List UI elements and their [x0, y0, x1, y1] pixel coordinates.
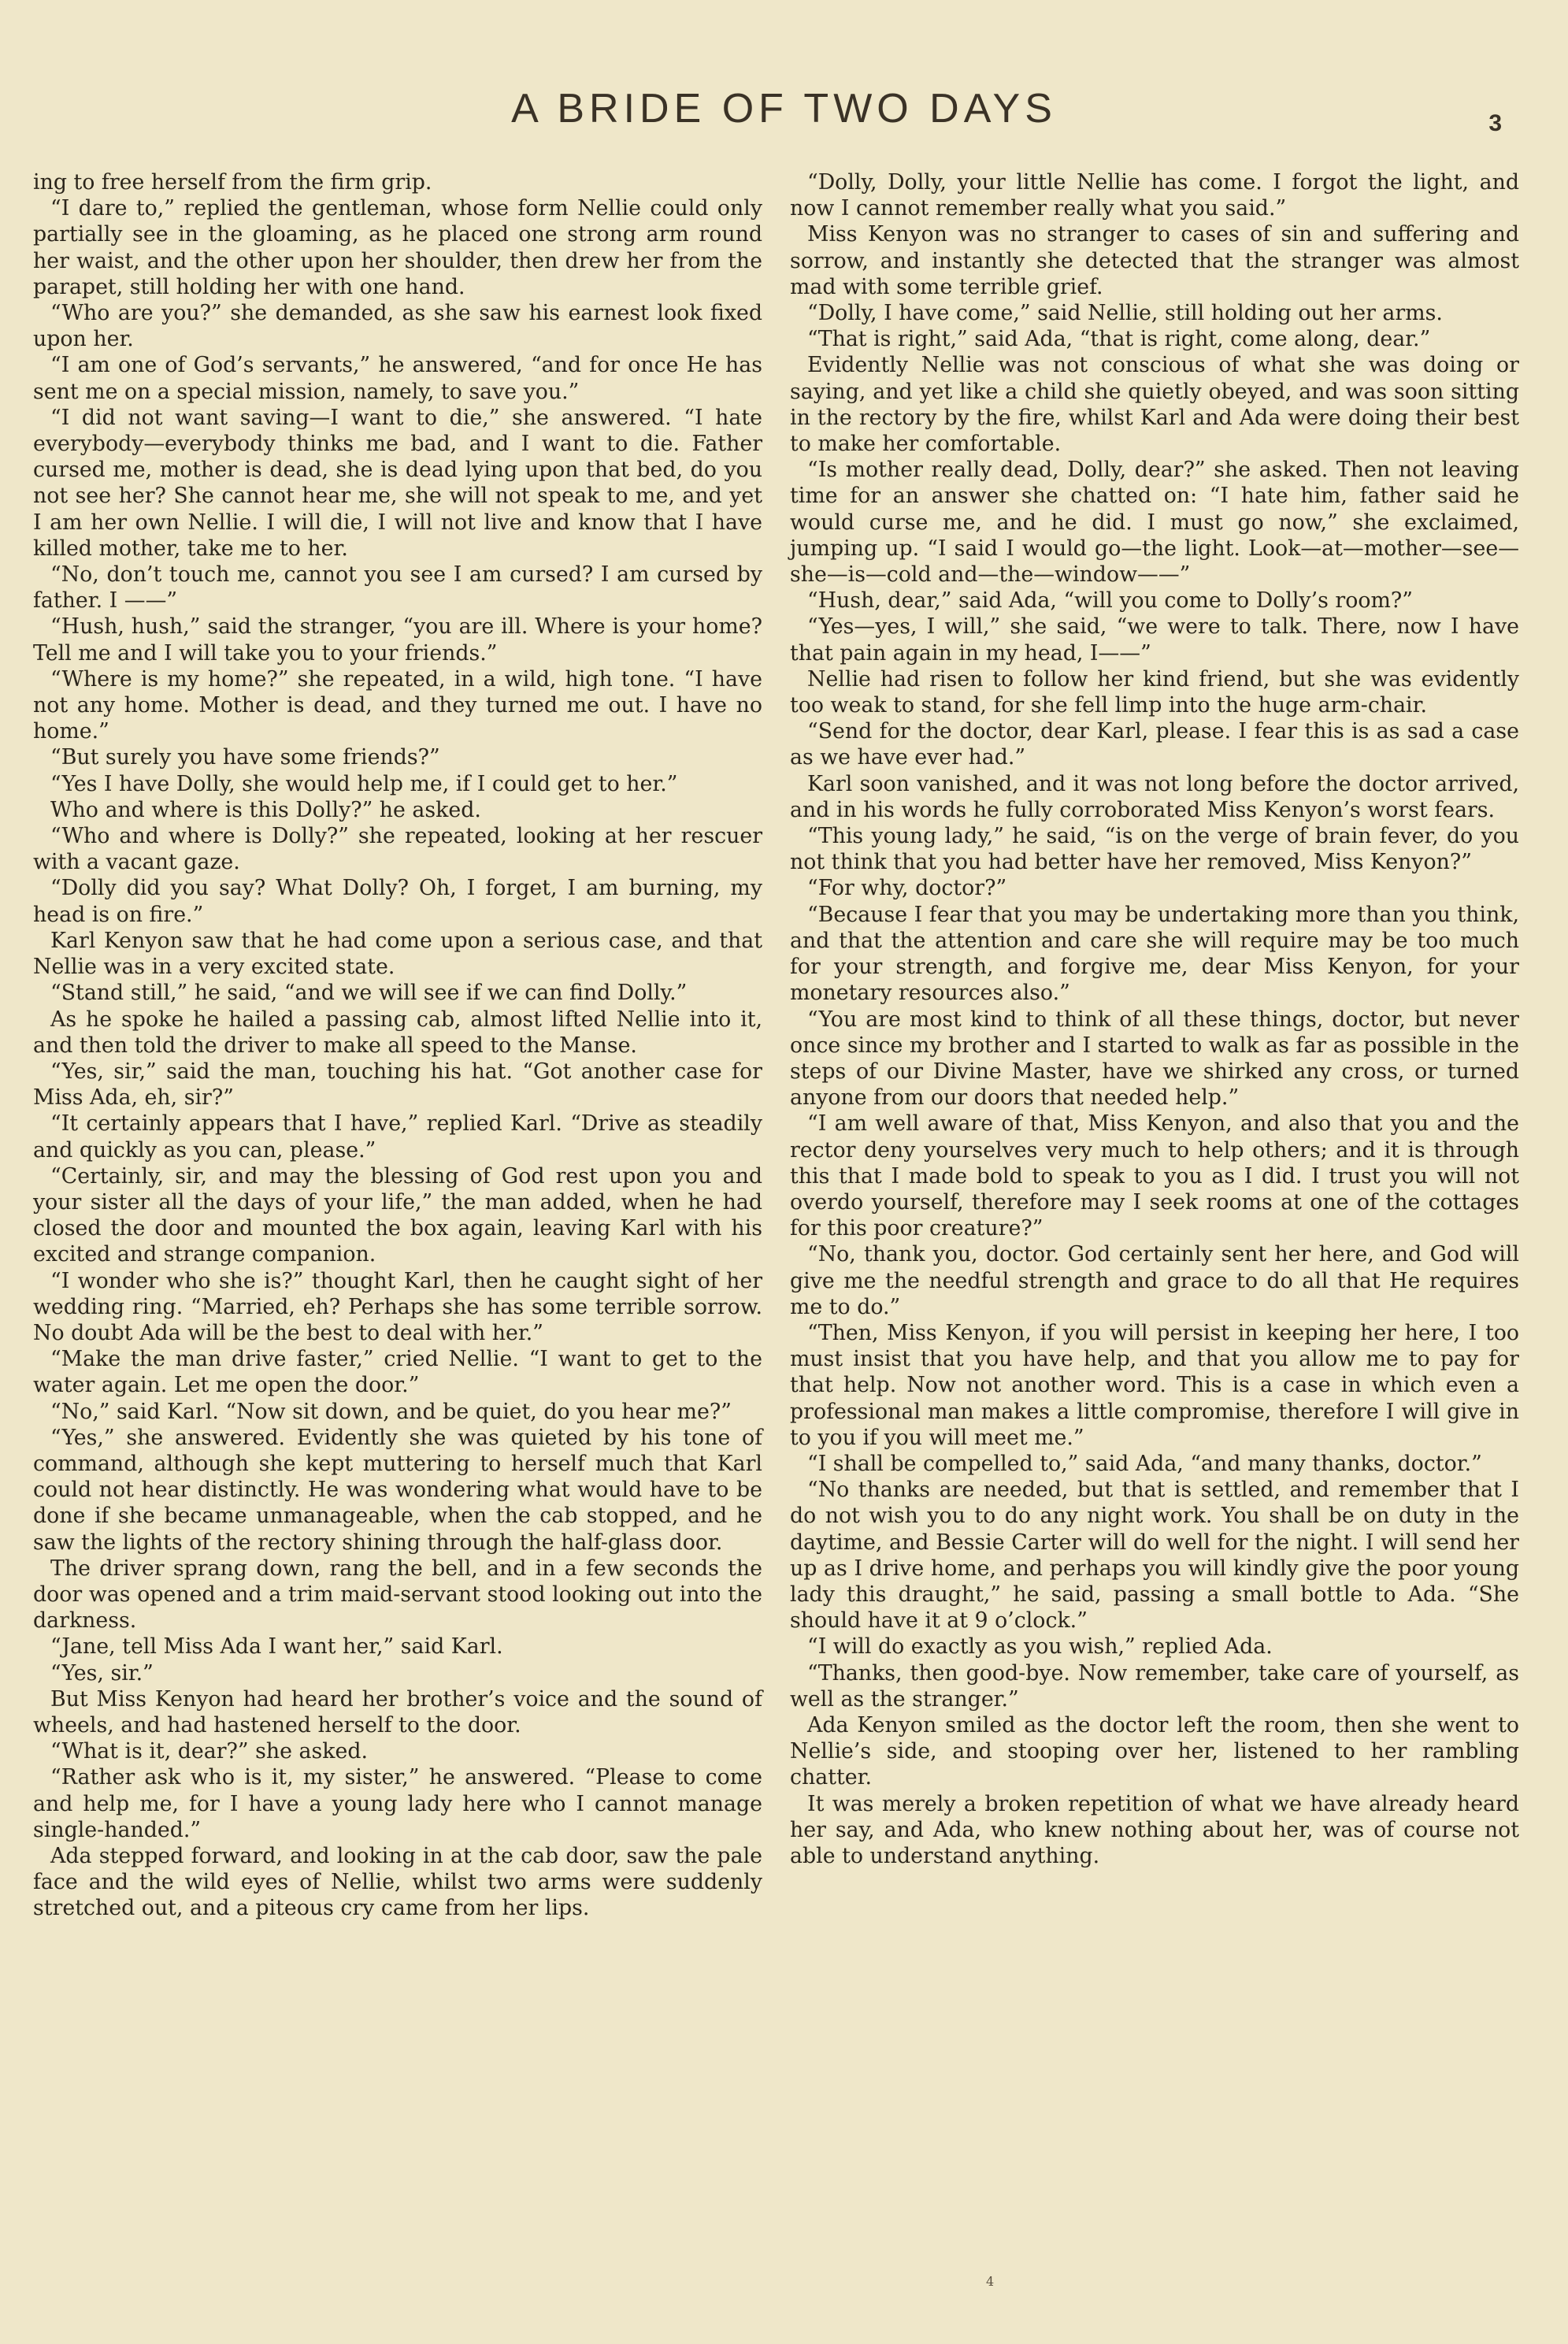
- paragraph: “It certainly appears that I have,” replied Karl. “Drive as steadily and quickly as you can, please.”: [33, 1111, 762, 1163]
- paragraph: “What is it, dear?” she asked.: [50, 1739, 368, 1764]
- paragraph: It was merely a broken repetition of what we have already heard her say, and Ada, who knew nothing about her, was of course not able to understand anything.: [790, 1791, 1519, 1868]
- paragraph: “I will do exactly as you wish,” replied Ada.: [807, 1634, 1273, 1660]
- paragraph: “I am one of God’s servants,” he answered, “and for once He has sent me on a special mission, namely, to save you.”: [33, 353, 762, 404]
- paragraph: Who and where is this Dolly?” he asked.: [50, 797, 481, 822]
- paragraph: But Miss Kenyon had heard her brother’s voice and the sound of wheels, and had hastened herself to the door.: [33, 1686, 762, 1738]
- paragraph: “Thanks, then good-bye. Now remember, take care of yourself, as well as the stranger.”: [790, 1660, 1519, 1712]
- paragraph: “Yes, sir,” said the man, touching his hat. “Got another case for Miss Ada, eh, sir?”: [33, 1059, 762, 1111]
- paragraph: “Yes—yes, I will,” she said, “we were to talk. There, now I have that pain again in my head, I——”: [790, 614, 1519, 666]
- paragraph: “I shall be compelled to,” said Ada, “and many thanks, doctor.”: [807, 1451, 1482, 1476]
- page-number: 3: [1488, 110, 1502, 136]
- paragraph: “Yes I have Dolly, she would help me, if I could get to her.”: [50, 771, 678, 796]
- paragraph: “Dolly, I have come,” said Nellie, still holding out her arms.: [807, 301, 1443, 326]
- paragraph: Evidently Nellie was not conscious of what she was doing or saying, and yet like a child she quietly obeyed, and was soon sitting in the rectory by the fire, whilst Karl and Ada were doing their best to make her comfortable.: [790, 353, 1519, 457]
- paragraph: Karl Kenyon saw that he had come upon a serious case, and that Nellie was in a very excited state.: [33, 928, 762, 980]
- paragraph: “Is mother really dead, Dolly, dear?” she asked. Then not leaving time for an answer she chatted on: “I hate him, father said he would curse me, and he did. I must go now,” she exclaimed, jumping up. “I said I would go—the light. Look—at—mother—see—she—is—cold and—the—window——”: [790, 458, 1519, 588]
- paragraph: “That is right,” said Ada, “that is right, come along, dear.”: [807, 327, 1431, 352]
- paragraph: “Who are you?” she demanded, as she saw his earnest look fixed upon her.: [33, 301, 762, 352]
- paragraph: “Jane, tell Miss Ada I want her,” said Karl.: [50, 1634, 503, 1660]
- paragraph: ing to free herself from the firm grip.: [33, 170, 432, 195]
- paragraph: “Yes,” she answered. Evidently she was quieted by his tone of command, although she kept muttering to herself much that Karl could not hear distinctly. He was wondering what would have to be done if she became unmanageable, when the cab stopped, and he saw the lights of the rectory shining through the half-glass door.: [33, 1425, 762, 1555]
- paragraph: Ada Kenyon smiled as the doctor left the room, then she went to Nellie’s side, and stooping over her, listened to her rambling chatter.: [790, 1712, 1519, 1790]
- paragraph: “Make the man drive faster,” cried Nellie. “I want to get to the water again. Let me open the door.”: [33, 1347, 762, 1398]
- paragraph: “Dolly did you say? What Dolly? Oh, I forget, I am burning, my head is on fire.”: [33, 876, 762, 927]
- paragraph: “Then, Miss Kenyon, if you will persist in keeping her here, I too must insist that you have help, and that you allow me to pay for that help. Now not another word. This is a case in which even a professional man makes a little compromise, therefore I will give in to you if you will meet me.”: [790, 1320, 1519, 1450]
- paragraph: “But surely you have some friends?”: [50, 745, 440, 770]
- paragraph: The driver sprang down, rang the bell, and in a few seconds the door was opened and a trim maid-servant stood looking out into the darkness.: [33, 1556, 762, 1634]
- paragraph: “Hush, hush,” said the stranger, “you are ill. Where is your home? Tell me and I will take you to your friends.”: [33, 614, 762, 666]
- paragraph: “Stand still,” he said, “and we will see if we can find Dolly.”: [50, 981, 688, 1006]
- paragraph: “Send for the doctor, dear Karl, please. I fear this is as sad a case as we have ever had.”: [790, 719, 1519, 770]
- paragraph: Karl soon vanished, and it was not long before the doctor arrived, and in his words he fully corroborated Miss Kenyon’s worst fears.: [790, 771, 1519, 822]
- paragraph: Miss Kenyon was no stranger to cases of sin and suffering and sorrow, and instantly she detected that the stranger was almost mad with some terrible grief.: [790, 222, 1519, 299]
- left-column: [33, 169, 762, 1922]
- paragraph: “Yes, sir.”: [50, 1660, 154, 1686]
- paragraph: “Dolly, Dolly, your little Nellie has come. I forgot the light, and now I cannot remember really what you said.”: [790, 170, 1519, 221]
- paragraph: “Who and where is Dolly?” she repeated, looking at her rescuer with a vacant gaze.: [33, 824, 762, 875]
- paragraph: “No, thank you, doctor. God certainly sent her here, and God will give me the needful strength and grace to do all that He requires me to do.”: [790, 1242, 1519, 1319]
- paragraph: Ada stepped forward, and looking in at the cab door, saw the pale face and the wild eyes of Nellie, whilst two arms were suddenly stretched out, and a piteous cry came from her lips.: [33, 1844, 762, 1921]
- paragraph: “No,” said Karl. “Now sit down, and be quiet, do you hear me?”: [50, 1399, 732, 1424]
- paragraph: As he spoke he hailed a passing cab, almost lifted Nellie into it, and then told the driver to make all speed to the Manse.: [33, 1007, 762, 1058]
- paragraph: “Certainly, sir, and may the blessing of God rest upon you and your sister all the days of your life,” the man added, when he had closed the door and mounted the box again, leaving Karl with his excited and strange companion.: [33, 1163, 762, 1267]
- paragraph: “You are most kind to think of all these things, doctor, but never once since my brother and I started to walk as far as possible in the steps of our Divine Master, have we shirked any cross, or turned anyone from our doors that needed help.”: [790, 1007, 1519, 1111]
- paragraph: “Because I fear that you may be undertaking more than you think, and that the attention and care she will require may be too much for your strength, and forgive me, dear Miss Kenyon, for your monetary resources also.”: [790, 902, 1519, 1006]
- right-column: [790, 169, 1519, 1869]
- running-title: A BRIDE OF TWO DAYS: [511, 86, 1057, 132]
- paragraph: “I did not want saving—I want to die,” she answered. “I hate everybody—everybody thinks me bad, and I want to die. Father cursed me, mother is dead, she is dead lying upon that bed, do you not see her? She cannot hear me, she will not speak to me, and yet I am her own Nellie. I will die, I will not live and know that I have killed mother, take me to her.: [33, 405, 762, 561]
- paragraph: “Rather ask who is it, my sister,” he answered. “Please to come and help me, for I have a young lady here who I cannot manage single-handed.”: [33, 1765, 762, 1842]
- paragraph: “This young lady,” he said, “is on the verge of brain fever, do you not think that you had better have her removed, Miss Kenyon?”: [790, 824, 1519, 875]
- paragraph: “I am well aware of that, Miss Kenyon, and also that you and the rector deny yourselves very much to help others; and it is through this that I made bold to speak to you as I did. I trust you will not overdo yourself, therefore may I seek rooms at one of the cottages for this poor creature?”: [790, 1111, 1519, 1241]
- paragraph: “No thanks are needed, but that is settled, and remember that I do not wish you to do any night work. You shall be on duty in the daytime, and Bessie Carter will do well for the night. I will send her up as I drive home, and perhaps you will kindly give the poor young lady this draught,” he said, passing a small bottle to Ada. “She should have it at 9 o’clock.”: [790, 1478, 1519, 1634]
- paragraph: “Hush, dear,” said Ada, “will you come to Dolly’s room?”: [807, 588, 1413, 614]
- paragraph: “I dare to,” replied the gentleman, whose form Nellie could only partially see in the gloaming, as he placed one strong arm round her waist, and the other upon her shoulder, then drew her from the parapet, still holding her with one hand.: [33, 196, 762, 299]
- paragraph: “I wonder who she is?” thought Karl, then he caught sight of her wedding ring. “Married, eh? Perhaps she has some terrible sorrow. No doubt Ada will be the best to deal with her.”: [33, 1268, 762, 1345]
- paragraph: Nellie had risen to follow her kind friend, but she was evidently too weak to stand, for she fell limp into the huge arm-chair.: [790, 666, 1519, 718]
- footer-mark: 4: [986, 2274, 995, 2289]
- paragraph: “No, don’t touch me, cannot you see I am cursed? I am cursed by father. I ——”: [33, 562, 762, 614]
- paragraph: “For why, doctor?”: [807, 876, 1007, 901]
- paragraph: “Where is my home?” she repeated, in a wild, high tone. “I have not any home. Mother is dead, and they turned me out. I have no home.”: [33, 666, 762, 744]
